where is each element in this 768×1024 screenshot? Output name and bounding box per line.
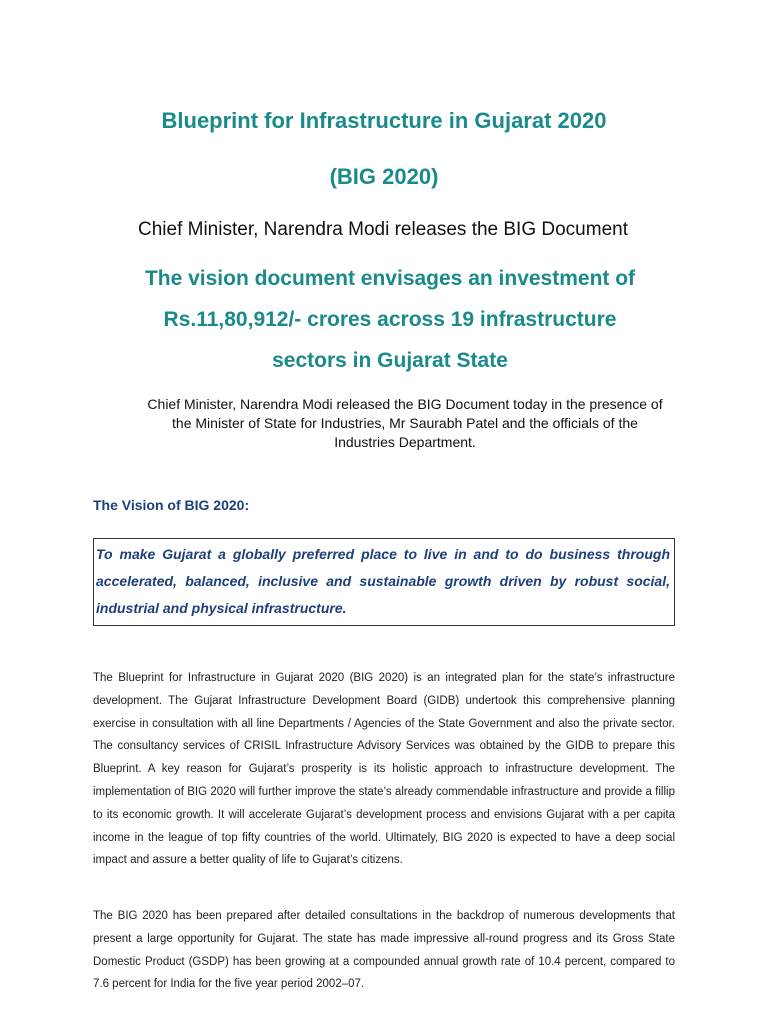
document-title: Blueprint for Infrastructure in Gujarat 2020	[161, 108, 607, 133]
body-paragraph-2: The BIG 2020 has been prepared after detailed consultations in the backdrop of numerous developments that present a large opportunity for Gujarat. The state has made impressive all-round progress and its Gross State Domestic Product (GSDP) has been growing at a compounded annual growth rate of 10.4 percent, compared to 7.6 percent for India for the five year period 2002–07.	[93, 910, 675, 991]
headline-line-3: sectors in Gujarat State	[272, 349, 508, 372]
intro-paragraph: Chief Minister, Narendra Modi released the BIG Document today in the presence of the Minister of State for Industries, Mr Saurabh Patel and the officials of the Industries Department.	[147, 396, 663, 450]
body-paragraph-1: The Blueprint for Infrastructure in Gujarat 2020 (BIG 2020) is an integrated plan for the state’s infrastructure development. The Gujarat Infrastructure Development Board (GIDB) undertook this comprehensive planning exercise in consultation with all line Departments / Agencies of the State Government and also the private sector. The consultancy services of CRISIL Infrastructure Advisory Services was obtained by the GIDB to prepare this Blueprint. A key reason for Gujarat’s prosperity is its holistic approach to infrastructure development. The implementation of BIG 2020 will further improve the state’s already commendable infrastructure and provide a fillip to its economic growth. It will accelerate Gujarat’s development process and envisions Gujarat with a per capita income in the league of top fifty countries of the world. Ultimately, BIG 2020 is expected to have a deep social impact and assure a better quality of life to Gujarat’s citizens.	[93, 672, 675, 867]
release-line: Chief Minister, Narendra Modi releases the BIG Document	[138, 219, 628, 240]
headline-line-2: Rs.11,80,912/- crores across 19 infrastructure	[163, 308, 617, 331]
investment-headline	[110, 258, 670, 381]
headline-line-1: The vision document envisages an investment of	[144, 267, 636, 290]
document-title-short: (BIG 2020)	[329, 164, 439, 189]
vision-heading: The Vision of BIG 2020:	[93, 497, 250, 513]
vision-statement-box: To make Gujarat a globally preferred place to live in and to do business through accelerated, balanced, inclusive and sustainable growth driven by robust social, industrial and physical infrastructure.	[93, 538, 675, 626]
